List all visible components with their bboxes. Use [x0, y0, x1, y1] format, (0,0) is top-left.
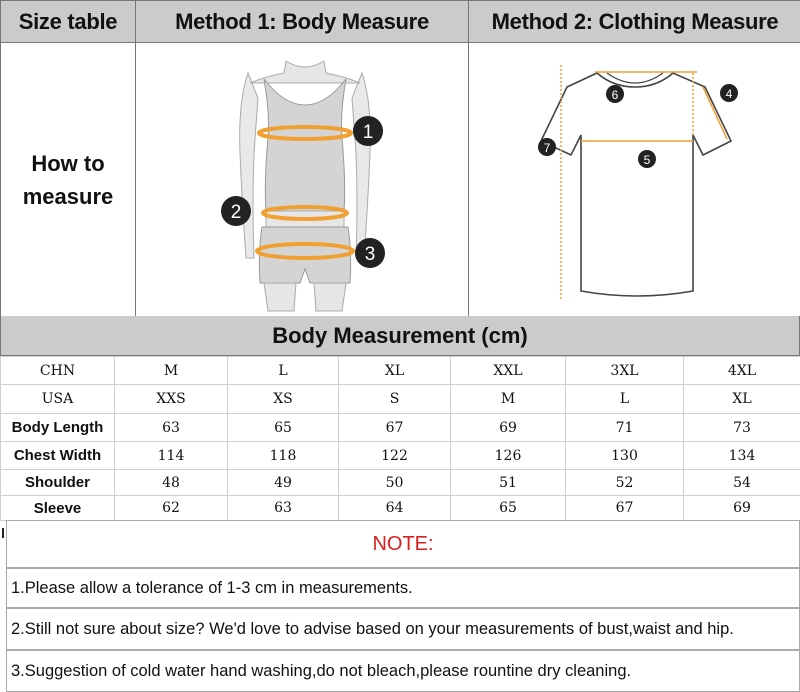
table-cell: 62 [115, 496, 228, 521]
row-label: Body Length [1, 414, 115, 442]
table-cell: 49 [228, 470, 339, 496]
table-cell: 122 [339, 442, 451, 470]
note-title: NOTE: [6, 520, 800, 568]
badge-7-icon [538, 138, 556, 156]
how-to-measure-label: How to measure [22, 150, 114, 209]
body-figure-icon [136, 43, 469, 316]
table-cell: 126 [451, 442, 566, 470]
table-row [1, 470, 800, 496]
table-cell: 63 [115, 414, 228, 442]
header-method-clothing: Method 2: Clothing Measure [468, 1, 800, 43]
table-cell: 63 [228, 496, 339, 521]
table-cell: 134 [684, 442, 800, 470]
table-cell: L [228, 357, 339, 385]
table-cell: 67 [566, 496, 684, 521]
svg-text:5: 5 [643, 153, 651, 167]
how-to-measure-cell [1, 43, 135, 316]
badge-3-icon [355, 238, 385, 268]
table-cell: 65 [228, 414, 339, 442]
table-cell: XL [339, 357, 451, 385]
body-measurement-title: Body Measurement (cm) [0, 316, 800, 356]
table-cell: 54 [684, 470, 800, 496]
badge-4-icon [720, 84, 738, 102]
table-cell: 118 [228, 442, 339, 470]
tshirt-figure-icon [469, 43, 800, 316]
svg-text:4: 4 [725, 87, 733, 101]
table-cell: 65 [451, 496, 566, 521]
badge-2-icon [221, 196, 251, 226]
note-line-1: 1.Please allow a tolerance of 1-3 cm in measurements. [6, 568, 800, 608]
row-label: CHN [1, 357, 115, 385]
table-cell: 73 [684, 414, 800, 442]
table-cell: 51 [451, 470, 566, 496]
badge-5-icon [638, 150, 656, 168]
notes-section [6, 520, 800, 692]
table-cell: XXS [115, 385, 228, 414]
table-cell: 52 [566, 470, 684, 496]
svg-text:1: 1 [362, 122, 374, 143]
header-method-body: Method 1: Body Measure [135, 1, 468, 43]
note-line-3: 3.Suggestion of cold water hand washing,do not bleach,please rountine dry cleaning. [6, 650, 800, 692]
edge-mark [2, 528, 4, 538]
table-cell: S [339, 385, 451, 414]
table-row [1, 357, 800, 385]
row-label: USA [1, 385, 115, 414]
svg-text:2: 2 [230, 202, 242, 223]
table-row [1, 496, 800, 521]
badge-1-icon [353, 116, 383, 146]
table-cell: 114 [115, 442, 228, 470]
table-cell: M [451, 385, 566, 414]
row-label: Sleeve [1, 496, 115, 521]
table-cell: 64 [339, 496, 451, 521]
table-cell: M [115, 357, 228, 385]
table-cell: L [566, 385, 684, 414]
how-to-measure-panel [0, 0, 800, 316]
table-cell: 3XL [566, 357, 684, 385]
body-measure-illustration [135, 43, 468, 316]
table-cell: 50 [339, 470, 451, 496]
clothing-measure-illustration [468, 43, 800, 316]
table-cell: XS [228, 385, 339, 414]
svg-text:6: 6 [611, 88, 619, 102]
table-row [1, 385, 800, 414]
svg-text:3: 3 [364, 244, 376, 265]
table-cell: 48 [115, 470, 228, 496]
row-label: Chest Width [1, 442, 115, 470]
table-cell: 69 [451, 414, 566, 442]
table-cell: 130 [566, 442, 684, 470]
header-size-table: Size table [1, 1, 135, 43]
svg-text:7: 7 [543, 141, 551, 155]
table-cell: 69 [684, 496, 800, 521]
table-cell: 67 [339, 414, 451, 442]
table-cell: 71 [566, 414, 684, 442]
row-label: Shoulder [1, 470, 115, 496]
table-cell: 4XL [684, 357, 800, 385]
table-row [1, 414, 800, 442]
badge-6-icon [606, 85, 624, 103]
table-cell: XXL [451, 357, 566, 385]
table-cell: XL [684, 385, 800, 414]
note-line-2: 2.Still not sure about size? We'd love to advise based on your measurements of bust,waist and hip. [6, 608, 800, 650]
table-row [1, 442, 800, 470]
size-table [0, 356, 800, 521]
